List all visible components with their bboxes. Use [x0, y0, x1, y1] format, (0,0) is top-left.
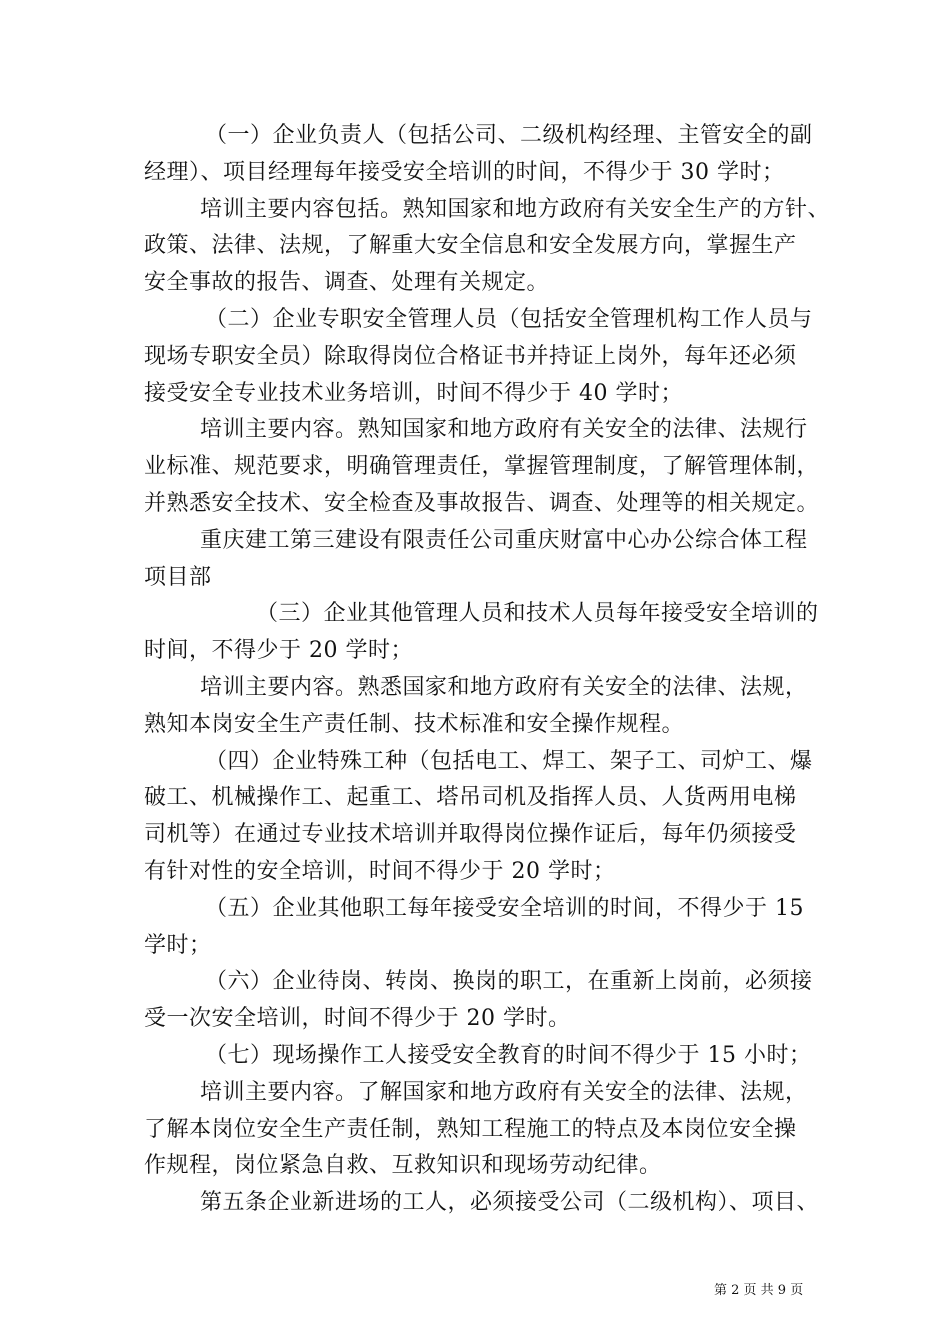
- paragraph: [144, 192, 831, 302]
- paragraph: [144, 1038, 812, 1075]
- text-line: 第五条企业新进场的工人，必须接受公司（二级机构）、项目、: [200, 1190, 820, 1216]
- text-line: 接受安全专业技术业务培训，时间不得少于 40 学时；: [144, 380, 683, 406]
- text-line: 现场专职安全员）除取得岗位合格证书并持证上岗外，每年还必须: [144, 343, 797, 369]
- text-line: （二）企业专职安全管理人员（包括安全管理机构工作人员与: [205, 306, 813, 332]
- text-line: （一）企业负责人（包括公司、二级机构经理、主管安全的副: [205, 123, 813, 148]
- text-line: 重庆建工第三建设有限责任公司重庆财富中心办公综合体工程: [200, 527, 808, 553]
- text-line: 培训主要内容包括。熟知国家和地方政府有关安全生产的方针、: [200, 196, 831, 222]
- text-line: 司机等）在通过专业技术培训并取得岗位操作证后，每年仍须接受: [144, 822, 797, 848]
- text-line: 时间，不得少于 20 学时；: [144, 638, 413, 664]
- text-line: 熟知本岗安全生产责任制、技术标准和安全操作规程。: [144, 711, 685, 737]
- paragraph: [144, 412, 820, 522]
- paragraph: [144, 744, 813, 891]
- document-body: [144, 118, 831, 1222]
- text-line: 破工、机械操作工、起重工、塔吊司机及指挥人员、人货两用电梯: [144, 785, 797, 811]
- paragraph: [144, 523, 808, 597]
- text-line: 政策、法律、法规，了解重大安全信息和安全发展方向，掌握生产: [144, 233, 797, 259]
- paragraph: [144, 302, 813, 412]
- text-line: 了解本岗位安全生产责任制，熟知工程施工的特点及本岗位安全操: [144, 1116, 797, 1142]
- paragraph: [144, 670, 808, 744]
- text-line: 业标准、规范要求，明确管理责任，掌握管理制度，了解管理体制，: [144, 454, 820, 480]
- text-line: 学时；: [144, 932, 212, 958]
- text-line: 安全事故的报告、调查、处理有关规定。: [144, 270, 550, 296]
- text-line: 并熟悉安全技术、安全检查及事故报告、调查、处理等的相关规定。: [144, 490, 820, 516]
- text-line: 受一次安全培训，时间不得少于 20 学时。: [144, 1006, 571, 1032]
- text-line: 培训主要内容。熟悉国家和地方政府有关安全的法律、法规，: [200, 674, 808, 700]
- text-line: （三）企业其他管理人员和技术人员每年接受安全培训的: [256, 601, 819, 627]
- text-line: （四）企业特殊工种（包括电工、焊工、架子工、司炉工、爆: [205, 748, 813, 774]
- paragraph: [144, 596, 819, 670]
- text-line: 有针对性的安全培训，时间不得少于 20 学时；: [144, 858, 616, 884]
- paragraph: [144, 891, 808, 965]
- text-line: 经理）、项目经理每年接受安全培训的时间，不得少于 30 学时；: [144, 159, 785, 185]
- text-line: （五）企业其他职工每年接受安全培训的时间，不得少于 15: [205, 895, 804, 921]
- paragraph: [144, 118, 813, 192]
- text-line: （七）现场操作工人接受安全教育的时间不得少于 15 小时；: [205, 1042, 812, 1068]
- paragraph: [144, 1185, 820, 1222]
- text-line: （六）企业待岗、转岗、换岗的职工，在重新上岗前，必须接: [205, 969, 813, 995]
- paragraph: [144, 1075, 808, 1185]
- page-number: 第 2 页 共 9 页: [714, 1283, 804, 1298]
- text-line: 培训主要内容。熟知国家和地方政府有关安全的法律、法规行: [200, 417, 808, 443]
- text-line: 作规程，岗位紧急自救、互救知识和现场劳动纪律。: [144, 1153, 662, 1179]
- text-line: 项目部: [144, 564, 212, 590]
- paragraph: [144, 964, 813, 1038]
- text-line: 培训主要内容。了解国家和地方政府有关安全的法律、法规，: [200, 1079, 808, 1105]
